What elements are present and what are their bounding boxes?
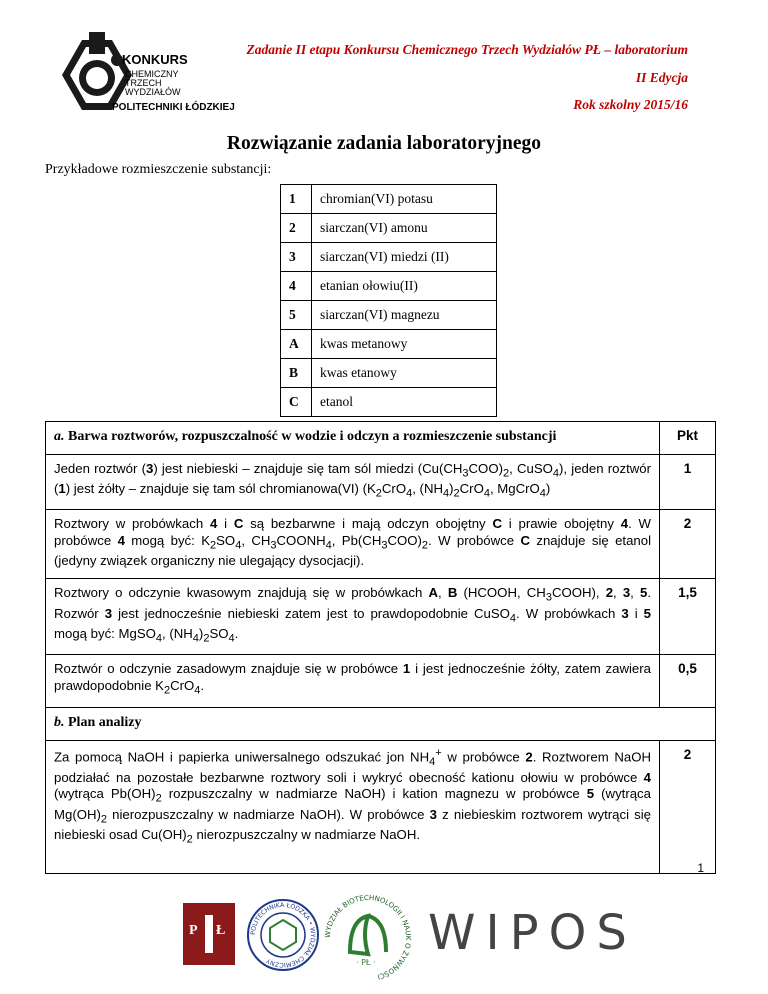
page-title: Rozwiązanie zadania laboratoryjnego (226, 133, 542, 154)
table-row (46, 422, 716, 455)
points-cell: 1 (660, 454, 716, 510)
substance-table (280, 184, 497, 417)
seal-graphic (318, 892, 418, 982)
substance-key: 3 (281, 243, 312, 272)
substance-name: etanian ołowiu(II) (312, 272, 497, 301)
intro-text: Przykładowe rozmieszczenie substancji: (45, 162, 272, 177)
points-cell: 2 (660, 740, 716, 873)
biotech-faculty-seal (318, 892, 418, 982)
answer-text: Jeden roztwór (3) jest niebieski – znajduje się tam sól miedzi ($Cu(CH_3COO)_2$, CuSO$_4$), jeden roztwór (1) jest żółty – znajduje się tam sól chromianowa(VI) ($K_2CrO_4$, $(NH_4)_2CrO_4$, MgCrO$_4$) (46, 454, 660, 510)
table-row (46, 740, 716, 873)
table-row (281, 330, 497, 359)
svg-text:WYDZIAŁ BIOTECHNOLOGII I NAUK: WYDZIAŁ BIOTECHNOLOGII I NAUK O ŻYWNOŚCI (323, 893, 413, 981)
solution-table (45, 421, 716, 874)
chemistry-faculty-seal (246, 898, 320, 972)
logo-line: WYDZIAŁÓW (125, 87, 181, 97)
pl-logo-letter: P (189, 923, 198, 938)
pkt-header: Pkt (660, 422, 716, 455)
section-title: Plan analizy (64, 715, 142, 731)
substance-key: 2 (281, 214, 312, 243)
header-school-year: Rok szkolny 2015/16 (573, 97, 688, 112)
substance-name: etanol (312, 388, 497, 417)
svg-text:POLITECHNIKA ŁÓDZKA • WYDZIAŁ: POLITECHNIKA ŁÓDZKA • WYDZIAŁ CHEMICZNY (249, 901, 317, 969)
table-row (281, 272, 497, 301)
seal-graphic (246, 898, 320, 972)
header-edition: II Edycja (635, 70, 688, 85)
section-letter: a. (54, 429, 65, 444)
substance-name: siarczan(VI) magnezu (312, 301, 497, 330)
answer-text: Roztwór o odczynie zasadowym znajduje się w probówce 1 i jest jednocześnie żółty, zatem zawiera prawdopodobnie $K_2CrO_4$. (46, 655, 660, 708)
table-row (281, 243, 497, 272)
substance-key: 1 (281, 185, 312, 214)
substance-key: A (281, 330, 312, 359)
logo-line: TRZECH (125, 78, 162, 88)
substance-name: siarczan(VI) miedzi (II) (312, 243, 497, 272)
biotech-seal-center: · PŁ · (356, 958, 376, 967)
substance-key: C (281, 388, 312, 417)
substance-name: kwas metanowy (312, 330, 497, 359)
table-row (46, 579, 716, 655)
logo-title: KONKURS (122, 52, 188, 67)
section-a-heading (46, 422, 660, 455)
points-cell: 0,5 (660, 655, 716, 708)
substance-name: chromian(VI) potasu (312, 185, 497, 214)
header-line-1: Zadanie II etapu Konkursu Chemicznego Trzech Wydziałów PŁ – laboratorium (246, 42, 688, 57)
pl-logo-emblem (205, 915, 213, 953)
substance-name: kwas etanowy (312, 359, 497, 388)
substance-key: 5 (281, 301, 312, 330)
substance-name: siarczan(VI) amonu (312, 214, 497, 243)
page-number: 1 (697, 861, 704, 875)
wipos-logo: WIPOS (428, 905, 637, 961)
answer-text: Roztwory o odczynie kwasowym znajdują się w probówkach A, B (HCOOH, $CH_3COOH$), 2, 3, 5. Rozwór 3 jest jednocześnie niebieski zatem jest to prawdopodobnie CuSO$_4$. W probówkach 3 i 5 mogą być: MgSO$_4$, $(NH_4)_2SO_4$. (46, 579, 660, 655)
substance-key: 4 (281, 272, 312, 301)
substance-key: B (281, 359, 312, 388)
table-row (46, 510, 716, 579)
table-row (46, 708, 716, 741)
contest-logo (52, 30, 267, 120)
table-row (281, 388, 497, 417)
table-row (281, 301, 497, 330)
logo-university: POLITECHNIKI ŁÓDZKIEJ (112, 102, 235, 113)
section-b-heading (46, 708, 716, 741)
table-row (46, 655, 716, 708)
pl-university-logo (183, 903, 235, 965)
table-row (281, 185, 497, 214)
section-title: Barwa roztworów, rozpuszczalność w wodzie i odczyn a rozmieszczenie substancji (64, 429, 557, 444)
table-row (46, 454, 716, 510)
logo-line: CHEMICZNY (125, 69, 179, 79)
table-row (281, 359, 497, 388)
answer-text: Za pomocą NaOH i papierka uniwersalnego odszukać jon $NH_4^+$ w probówce 2. Roztworem NaOH podziałać na pozostałe bezbarwne roztwory soli i wykryć obecność kationu ołowiu w probówce 4 (wytrąca $Pb(OH)_2$ rozpuszczalny w nadmiarze NaOH) i kation magnezu w probówce 5 (wytrąca $Mg(OH)_2$ nierozpuszczalny w nadmiarze NaOH). W probówce 3 z niebieskim roztworem wytrąci się niebieski osad $Cu(OH)_2$ nierozpuszczalny w nadmiarze NaOH. (46, 740, 660, 873)
answer-text: Roztwory w probówkach 4 i C są bezbarwne i mają odczyn obojętny C i prawie obojętny 4. W probówce 4 mogą być: $K_2SO_4$, $CH_3COONH_4$, $Pb(CH_3COO)_2$. W probówce C znajduje się etanol (jedyny związek organiczny nie ulegający dysocjacji). (46, 510, 660, 579)
table-row (281, 214, 497, 243)
pl-logo-letter: Ł (216, 923, 226, 938)
points-cell: 2 (660, 510, 716, 579)
section-letter: b. (54, 715, 65, 731)
logo-subtitle (125, 70, 181, 97)
points-cell: 1,5 (660, 579, 716, 655)
